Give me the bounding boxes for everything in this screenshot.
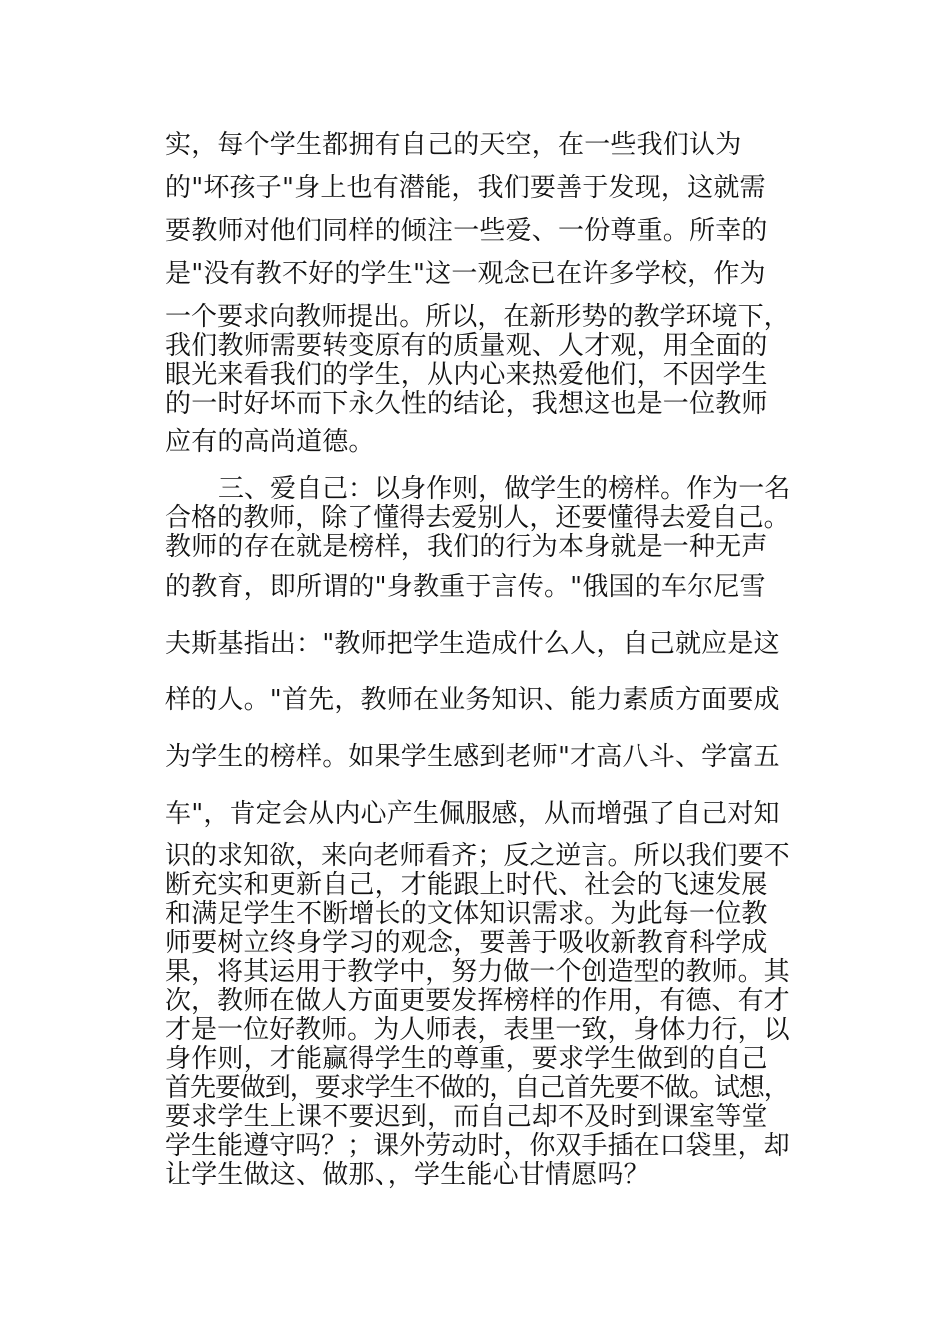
text-line: 识的求知欲，来向老师看齐；反之逆言。所以我们要不 (165, 841, 790, 871)
text-line: 车"，肯定会从内心产生佩服感，从而增强了自己对知 (165, 799, 780, 829)
text-line: 是"没有教不好的学生"这一观念已在许多学校，作为 (165, 259, 766, 289)
text-line: 一个要求向教师提出。所以，在新形势的教学环境下， (165, 302, 790, 332)
text-line: 要求学生上课不要迟到，而自己却不及时到课室等堂 (165, 1102, 768, 1132)
text-line: 教师的存在就是榜样，我们的行为本身就是一种无声 (165, 532, 768, 562)
text-line: 合格的教师，除了懂得去爱别人，还要懂得去爱自己。 (165, 503, 790, 533)
text-line: 眼光来看我们的学生，从内心来热爱他们，不因学生 (165, 360, 768, 390)
text-line: 为学生的榜样。如果学生感到老师"才高八斗、学富五 (165, 742, 780, 772)
text-line: 样的人。"首先，教师在业务知识、能力素质方面要成 (165, 685, 780, 715)
text-line: 让学生做这、做那、，学生能心甘情愿吗？ (165, 1160, 650, 1190)
text-line: 首先要做到，要求学生不做的，自己首先要不做。试想， (165, 1073, 789, 1103)
text-line: 才是一位好教师。为人师表，表里一致，身体力行，以 (165, 1015, 790, 1045)
text-line: 实，每个学生都拥有自己的天空，在一些我们认为 (165, 130, 742, 160)
text-line: 夫斯基指出："教师把学生造成什么人，自己就应是这 (165, 629, 780, 659)
text-line: 的教育，即所谓的"身教重于言传。"俄国的车尔尼雪 (165, 572, 766, 602)
text-line: 的一时好坏而下永久性的结论，我想这也是一位教师 (165, 389, 768, 419)
text-line: 师要树立终身学习的观念，要善于吸收新教育科学成 (165, 928, 768, 958)
text-line: 身作则，才能赢得学生的尊重，要求学生做到的自己 (165, 1044, 768, 1074)
text-line: 断充实和更新自己，才能跟上时代、社会的飞速发展 (165, 870, 768, 900)
paragraph-first-line: 三、爱自己：以身作则，做学生的榜样。作为一名 (218, 474, 791, 504)
text-line: 我们教师需要转变原有的质量观、人才观，用全面的 (165, 331, 768, 361)
text-line: 学生能遵守吗？；课外劳动时，你双手插在口袋里，却 (165, 1131, 790, 1161)
text-line: 果，将其运用于教学中，努力做一个创造型的教师。其 (165, 957, 790, 987)
text-line: 和满足学生不断增长的文体知识需求。为此每一位教 (165, 899, 768, 929)
text-line: 次，教师在做人方面更要发挥榜样的作用，有德、有才 (165, 986, 790, 1016)
text-line: 要教师对他们同样的倾注一些爱、一份尊重。所幸的 (165, 216, 768, 246)
text-line: 应有的高尚道德。 (165, 427, 375, 457)
text-line: 的"坏孩子"身上也有潜能，我们要善于发现，这就需 (165, 173, 766, 203)
